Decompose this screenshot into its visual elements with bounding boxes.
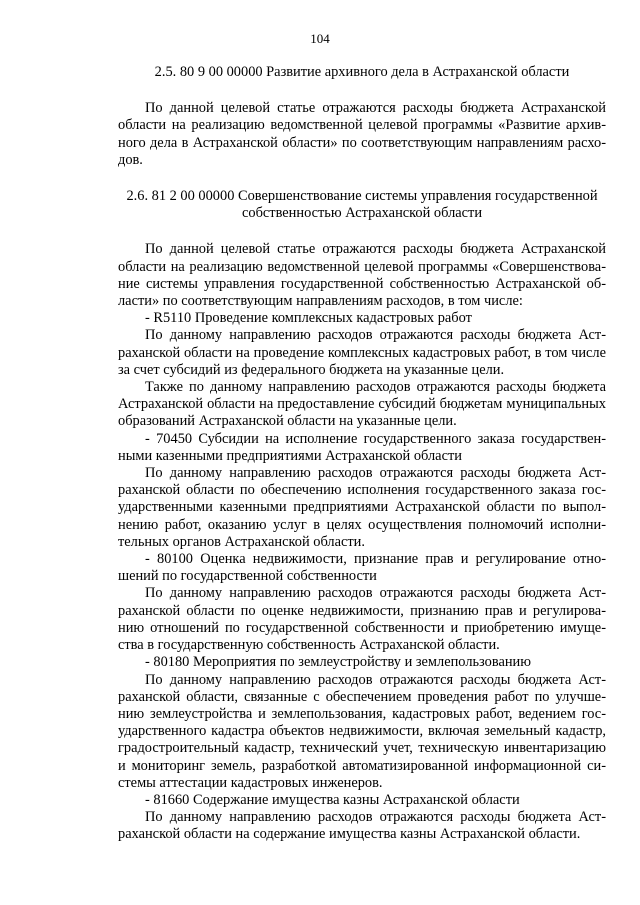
page-body [118, 64, 606, 844]
paragraph: По данному направлению расходов отражаются расходы бюджета Астраханской области, связанные с обеспечением проведения работ по улучшению землеустройства и землепользования, кадастровых работ, ведением государственного кадастра объектов недвижимости, включая земельный кадастр, градостроительный кадастр, технический учет, техническую инвентаризацию и мониторинг земель, разработкой автоматизированной информационной системы аттестации кадастровых инженеров. [118, 671, 606, 791]
section-heading-2-6: 2.6. 81 2 00 00000 Совершенствование системы управления государственной собственностью Астраханской области [126, 188, 598, 222]
direction-item-81660: - 81660 Содержание имущества казны Астраханской области [145, 791, 520, 808]
paragraph: По данной целевой статье отражаются расходы бюджета Астраханской области на реализацию ведомственной целевой программы «Совершенствование системы управления государственной собственностью Астраханской области» по соответствующим направлениям расходов, в том числе: [118, 241, 606, 310]
paragraph: Также по данному направлению расходов отражаются расходы бюджета Астраханской области на предоставление субсидий бюджетам муниципальных образований Астраханской области на указанные цели. [118, 379, 606, 430]
paragraph: По данному направлению расходов отражаются расходы бюджета Астраханской области на проведение комплексных кадастровых работ, в том числе за счет субсидий из федерального бюджета на указанные цели. [118, 327, 606, 378]
direction-item-80180: - 80180 Мероприятия по землеустройству и землепользованию [145, 654, 532, 671]
paragraph: По данному направлению расходов отражаются расходы бюджета Астраханской области на содержание имущества казны Астраханской области. [118, 809, 606, 843]
paragraph: По данному направлению расходов отражаются расходы бюджета Астраханской области по обеспечению исполнения государственного заказа государственными казенными предприятиями Астраханской области по выполнению работ, оказанию услуг в целях осуществления полномочий исполнительных органов Астраханской области. [118, 465, 606, 550]
section-heading-2-5: 2.5. 80 9 00 00000 Развитие архивного дела в Астраханской области [154, 64, 570, 80]
page-number: 104 [310, 31, 330, 46]
direction-item-r5110: - R5110 Проведение комплексных кадастровых работ [145, 310, 472, 327]
direction-item-80100: - 80100 Оценка недвижимости, признание прав и регулирование отношений по государственной собственности [118, 551, 606, 585]
direction-item-70450: - 70450 Субсидии на исполнение государственного заказа государственными казенными предприятиями Астраханской области [118, 430, 606, 464]
paragraph: По данному направлению расходов отражаются расходы бюджета Астраханской области по оценке недвижимости, признанию прав и регулированию отношений по государственной собственности и приобретению имущества в государственную собственность Астраханской области. [118, 585, 606, 654]
paragraph: По данной целевой статье отражаются расходы бюджета Астраханской области на реализацию ведомственной целевой программы «Развитие архивного дела в Астраханской области» по соответствующим направлениям расходов. [118, 100, 606, 168]
